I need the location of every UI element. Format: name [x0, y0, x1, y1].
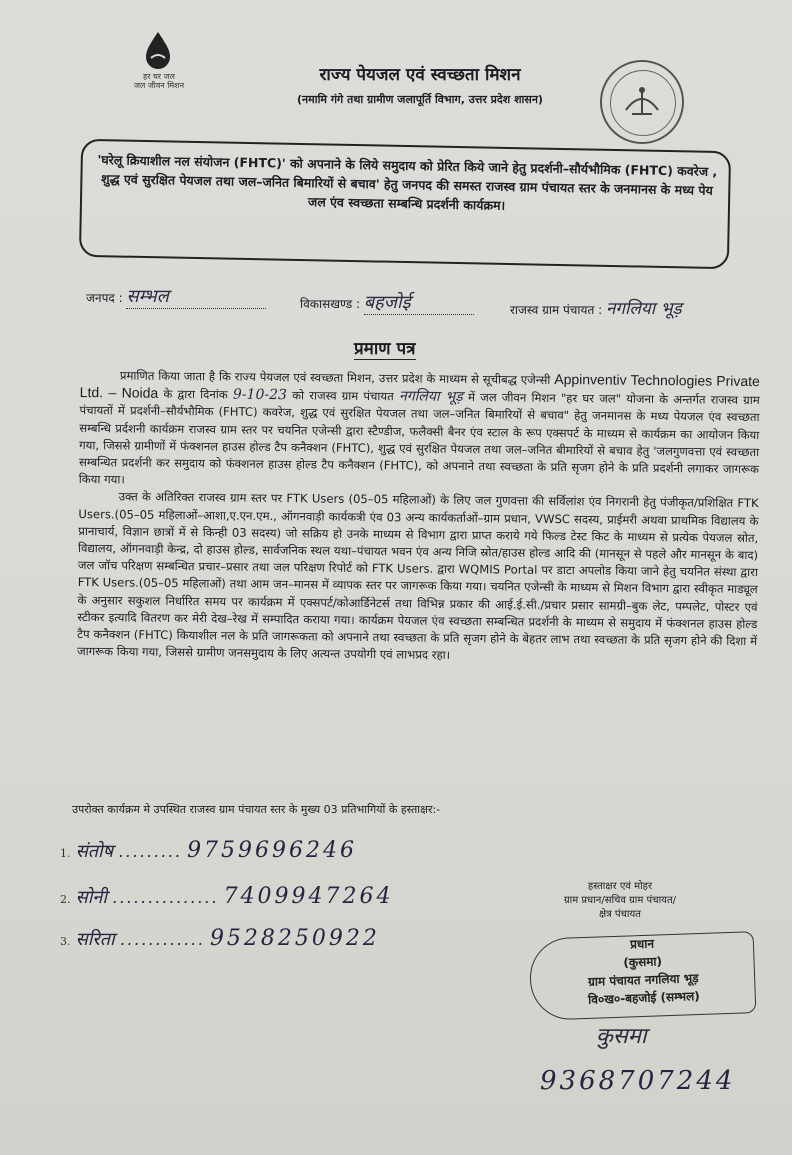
agency-name: Appinventiv Technologies Private Ltd. – Noida: [79, 370, 760, 402]
up-government-seal: [600, 60, 684, 144]
stamp-line: वि०ख०-बहजोई (सम्भल): [587, 989, 700, 1007]
mission-subtitle: (नमामि गंगे तथा ग्रामीण जलापूर्ति विभाग, उत्तर प्रदेश शासन): [297, 93, 543, 106]
program-title-text: 'घरेलू क्रियाशील नल संयोजन (FHTC)' को अपनाने के लिये समुदाय को प्रेरित किये जाने हेतु प्रदर्शनी–सौर्यभौमिक (FHTC) कवरेज , शुद्ध एवं सुरक्षित पेयजल तथा जल–जनित बिमारियों से बचाव' हेतु जनपद की समस्त राजस्व ग्राम पंचायत स्तर के जनमानस के मध्य पेय जल एंव स्वच्छता सम्बन्धि प्रदर्शनी कार्यक्रम।: [97, 152, 718, 213]
participant-phone: 9528250922: [209, 926, 380, 951]
panchayat-label: राजस्व ग्राम पंचायत :: [510, 303, 603, 317]
pradhan-phone: 9368707244: [540, 1066, 736, 1096]
participant-index: 1.: [60, 847, 71, 860]
sign-line: हस्ताक्षर एवं मोहर: [587, 881, 653, 892]
participant-phone: 7409947264: [223, 884, 394, 909]
block-value: बहजोई: [364, 290, 474, 315]
district-label: जनपद :: [86, 291, 123, 305]
stamp-line: (कुसमा): [623, 954, 663, 970]
har-ghar-jal-logo: [118, 30, 200, 100]
body-paragraph-1: [79, 366, 760, 496]
sign-line: ग्राम प्रधान/सचिव ग्राम पंचायत/: [563, 895, 677, 906]
block-field: [300, 290, 474, 315]
participant-index: 2.: [60, 893, 71, 906]
participant-phone: 9759696246: [187, 838, 358, 863]
district-value: सम्भल: [126, 284, 266, 309]
panchayat-field: [510, 296, 682, 319]
participant-index: 3.: [60, 935, 71, 948]
participant-name: सरिता: [75, 929, 115, 950]
p1-rest: में जल जीवन मिशन "हर घर जल" योजना के अन्तर्गत राजस्व ग्राम पंचायतों में प्रदर्शनी–सौर्यभौमिक (FHTC) कवरेज, शुद्ध एवं सुरक्षित पेयजल तथा जल–जनित बिमारियों से बचाव" हेतु जनमानस के मध्य पेयजल एंव स्वच्छता सम्बन्धि प्रर्दशनी कार्यक्रम राजस्व ग्राम स्तर पर चयनित एजेन्सी द्वारा स्टैण्डीज, फलैक्सी बैनर एंव स्टाल के रूप एक्सपर्ट के माध्यम से कार्यक्रम का आयोजन किया गया, जिससे ग्रामीणों में फंक्शनल हाउस होल्ड टैप कनैक्शन (FHTC), शुद्ध एवं सुरक्षित पेयजल तथा जल–जनित बीमारियों से बचाव हेतु 'जलगुणवत्ता एवं स्वच्छता सम्बन्धित प्रदर्शनी कर समुदाय को फंक्शनल हाउस होल्ड टैप कनैक्शन (FHTC), को अपनाने तथा स्वच्छता के प्रति सृजग होने के प्रति प्रदर्शनी लगाकर जागरूक किया गया।: [78, 390, 760, 487]
stamp-line: प्रधान: [629, 936, 655, 952]
pradhan-signature: कुसमा: [596, 1024, 647, 1049]
district-field: [86, 284, 266, 309]
panchayat-handwritten: नगलिया भूड़: [398, 388, 463, 406]
block-label: विकासखण्ड :: [300, 297, 361, 311]
certificate-heading: प्रमाण पत्र: [354, 336, 416, 360]
participant-row: 3. सरिता ............ 9528250922: [60, 926, 380, 951]
logo-text-line: हर घर जल: [143, 72, 175, 81]
pradhan-stamp-text: [527, 931, 759, 1011]
signature-block-label: [520, 880, 720, 922]
stamp-line: ग्राम पंचायत नगलिया भूड़: [587, 971, 699, 989]
p1-start: प्रमाणित किया जाता है कि राज्य पेयजल एवं स्वच्छता मिशन, उत्तर प्रदेश के माध्यम से सूचीबद्ध एजेन्सी: [119, 368, 551, 387]
participant-name: संतोष: [75, 841, 114, 862]
participants-note: उपरोक्त कार्यक्रम मे उपस्थित राजस्व ग्राम पंचायत स्तर के मुख्य 03 प्रतिभागियों के हस्ताक्षर:-: [72, 803, 441, 816]
p1-mid: को राजस्व ग्राम पंचायत: [292, 388, 394, 404]
participant-row: 1. संतोष ......... 9759696246: [60, 838, 358, 863]
p1-date-prefix: के द्वारा दिनांक: [163, 387, 228, 402]
participant-name: सोनी: [75, 887, 108, 908]
participant-row: 2. सोनी ............... 7409947264: [60, 884, 394, 909]
body-paragraph-2: उक्त के अतिरिक्त राजस्व ग्राम स्तर पर FTK Users (05–05 महिलाओं) के लिए जल गुणवत्ता की सर्विलांश एंव निगरानी हेतु पंजीकृत/प्रशिक्षित FTK Users.(05–05 महिलाओं–आशा,ए.एन.एम., ऑगनवाड़ी कार्यकत्री एंव 03 अन्य कार्यकर्ताओं–ग्राम प्रधान, VWSC सदस्य, प्राईमरी अथवा प्राथमिक विद्यालय के प्रानाचार्य, विज्ञान छात्रों में से किन्ही 03 सदस्य) जो सक्रिय हो उनके माध्यम से विभाग द्वारा प्राप्त कराये गये फिल्ड टेस्ट किट के माध्यम से प्रत्येक पेयजल स्रोत, विद्यालय, ऑगनवाड़ी केन्द्र, दो हाउस होल्ड, सार्वजनिक स्थल यथा–पंचायत भवन एंव अन्य निजि स्रोत/हाउस होल्ड आदि की (मानसून से पहले और मानसून के बाद) जल जॉच परिक्षण सम्बन्धित प्रचार–प्रसार तथा जल परिक्षण रिपोर्ट को FTK Users. द्वारा WQMIS Portal पर डाटा अपलोड किया जाने हेतु चयनित संस्था द्वारा FTK Users.(05–05 महिलाओं) तथा आम जन–मानस में व्यापक स्तर पर जागरूक किया गया। चयनित एजेन्सी के माध्यम से मिशन विभाग द्वारा स्वीकृत माड्यूल के अनुसार सकुशल निर्धारित समय पर कार्यक्रम में एक्सपर्ट/कोआर्डिनेटर्स तथा विभिन्न प्रकार की आई.ई.सी./प्रचार प्रसार सामग्री–बुक लेट, पम्पलेट, पोस्टर एवं स्टीकर इत्यादि वितरण कर मेरी देख–रेख में सम्पादित कराया गया। कार्यक्रम पेयजल एंव स्वच्छता सम्बन्धित प्रदर्शनी के माध्यम से समुदाय में फंक्शनल हाउस होल्ड टैप कनैक्शन (FHTC) कियाशील नल के प्रति जागरूकता को अपनाने तथा स्वच्छता के प्रति सृजग होने के बेहतर लाभ तथा स्वच्छता के प्रति सृजग होने की दिशा में जागरूक किया गया, जिससे ग्रामीण जनसमुदाय के लिए अत्यन्त उपयोगी एवं लाभप्रद रहा।: [76, 489, 759, 663]
logo-text-line: जल जीवन मिशन: [133, 81, 185, 90]
program-date: 9-10-23: [232, 386, 288, 404]
sign-line: क्षेत्र पंचायत: [599, 909, 641, 920]
panchayat-value: नगलिया भूड़: [605, 299, 682, 319]
water-drop-icon: [140, 30, 176, 70]
emblem-icon: [620, 80, 664, 124]
certificate-body: [77, 366, 760, 668]
mission-title: राज्य पेयजल एवं स्वच्छता मिशन: [319, 65, 521, 85]
